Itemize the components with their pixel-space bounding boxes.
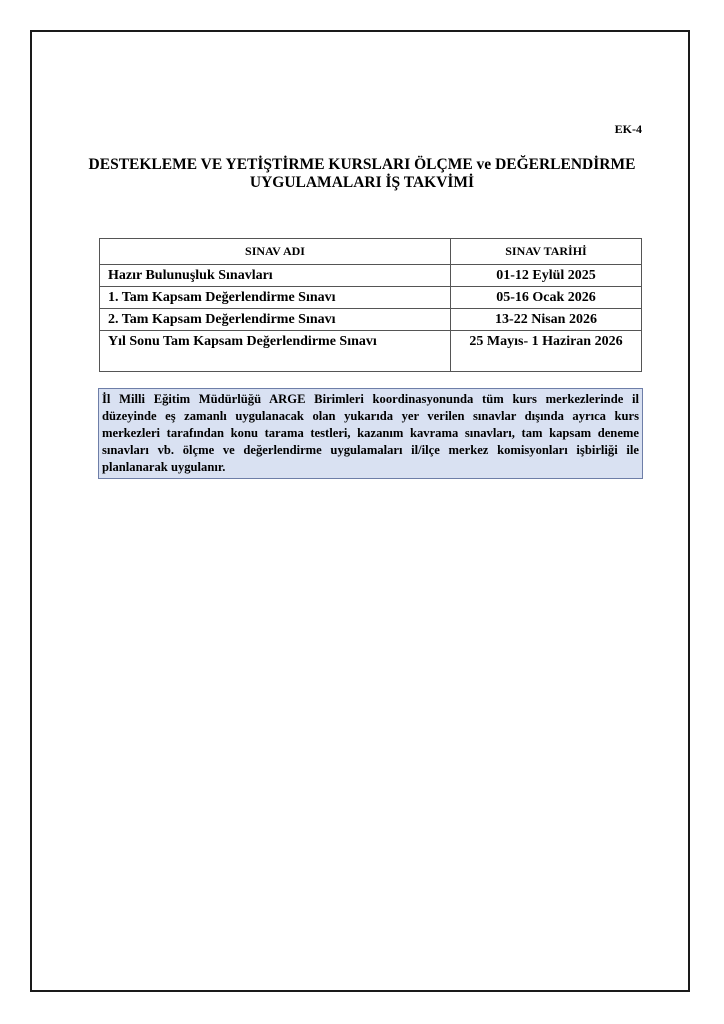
table-row [100,331,642,372]
exam-schedule-table [99,238,642,372]
exam-date-cell: 25 Mayıs- 1 Haziran 2026 [451,331,642,372]
exam-name-cell: Yıl Sonu Tam Kapsam Değerlendirme Sınavı [100,331,451,372]
exam-date-cell: 05-16 Ocak 2026 [451,287,642,309]
header-exam-date: SINAV TARİHİ [451,239,642,265]
coordination-note: İl Milli Eğitim Müdürlüğü ARGE Birimleri koordinasyonunda tüm kurs merkezlerinde il düzeyinde eş zamanlı uygulanacak olan yukarıda yer verilen sınavlar dışında ayrıca kurs merkezleri tarafından konu tarama testleri, kazanım kavrama sınavları, tam kapsam deneme sınavları vb. ölçme ve değerlendirme uygulamaları il/ilçe merkez komisyonları işbirliği ile planlanarak uygulanır. [98,388,643,479]
table-row [100,309,642,331]
table-header-row [100,239,642,265]
document-title-line-1: DESTEKLEME VE YETİŞTİRME KURSLARI ÖLÇME ve DEĞERLENDİRME [88,156,636,173]
document-title [40,156,684,192]
exam-name-cell: 1. Tam Kapsam Değerlendirme Sınavı [100,287,451,309]
exam-name-cell: 2. Tam Kapsam Değerlendirme Sınavı [100,309,451,331]
table-row [100,265,642,287]
exam-name-cell: Hazır Bulunuşluk Sınavları [100,265,451,287]
table-row [100,287,642,309]
exam-date-cell: 13-22 Nisan 2026 [451,309,642,331]
document-title-line-2: UYGULAMALARI İŞ TAKVİMİ [249,174,475,191]
header-exam-name: SINAV ADI [100,239,451,265]
annex-label: EK-4 [614,122,642,136]
exam-date-cell: 01-12 Eylül 2025 [451,265,642,287]
